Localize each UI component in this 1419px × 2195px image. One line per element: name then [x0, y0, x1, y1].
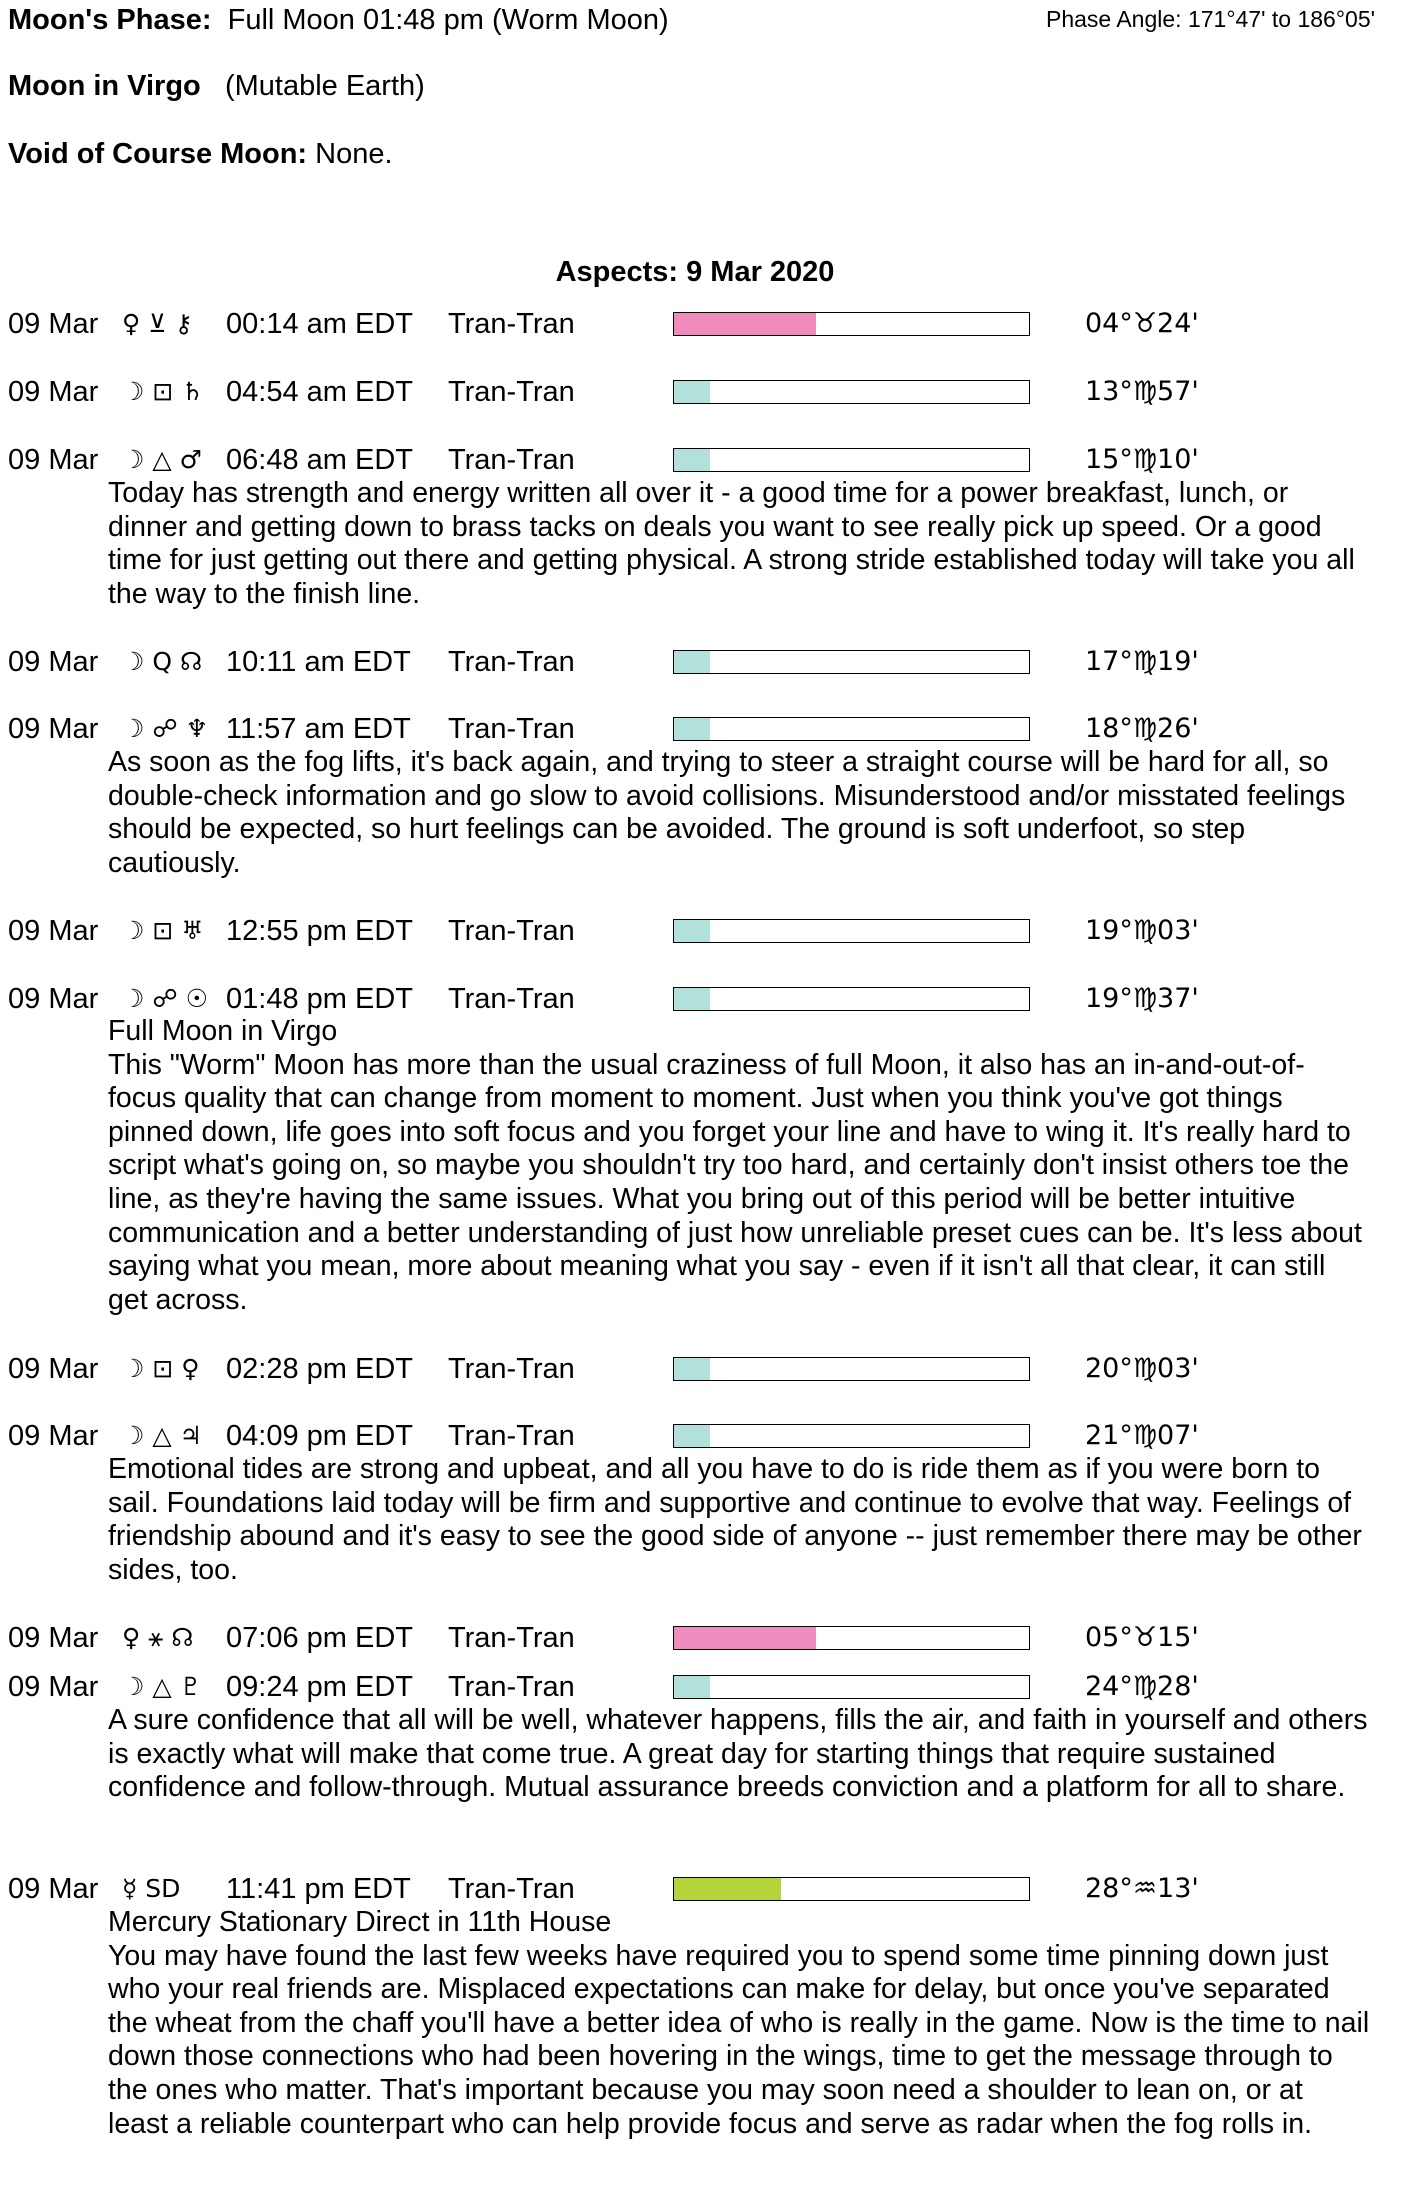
strength-bar-fill: [674, 651, 710, 673]
moon-sign-label: Moon in Virgo: [8, 70, 201, 102]
aspect-time: 12:55 pm EDT: [226, 915, 413, 947]
aspect-date: 09 Mar: [8, 1671, 99, 1703]
aspect-date: 09 Mar: [8, 444, 99, 476]
strength-bar: [673, 448, 1030, 472]
strength-bar: [673, 312, 1030, 336]
aspect-time: 01:48 pm EDT: [226, 983, 413, 1015]
aspect-interpretation: [108, 1015, 1370, 1317]
aspect-row: [8, 1871, 1408, 1907]
strength-bar: [673, 650, 1030, 674]
aspect-row: [8, 1620, 1408, 1656]
aspect-interpretation: [108, 477, 1370, 611]
aspect-row: [8, 711, 1408, 747]
aspect-time: 09:24 pm EDT: [226, 1671, 413, 1703]
aspect-row: [8, 981, 1408, 1017]
strength-bar-fill: [674, 920, 710, 942]
aspect-symbols: ☿ SD: [122, 1874, 181, 1903]
aspect-time: 07:06 pm EDT: [226, 1622, 413, 1654]
aspect-interpretation: [108, 746, 1370, 880]
void-value: None.: [315, 138, 393, 170]
void-of-course: [8, 138, 393, 171]
aspect-symbols: ☽ ☍ ☉: [122, 984, 209, 1013]
aspect-symbols: ☽ Q ☊: [122, 647, 203, 676]
strength-bar-fill: [674, 1878, 781, 1900]
strength-bar: [673, 717, 1030, 741]
aspect-position: 04°♉24': [1085, 308, 1199, 339]
aspect-type: Tran-Tran: [448, 983, 575, 1015]
void-label: Void of Course Moon:: [8, 138, 308, 170]
aspect-symbols: ☽ △ ♃: [122, 1421, 202, 1450]
aspect-type: Tran-Tran: [448, 1671, 575, 1703]
strength-bar: [673, 1424, 1030, 1448]
aspect-symbols: ☽ ⊡ ♅: [122, 916, 204, 945]
interpretation-paragraph: Full Moon in Virgo: [108, 1015, 338, 1047]
strength-bar: [673, 1357, 1030, 1381]
aspect-interpretation: [108, 1453, 1370, 1587]
aspect-interpretation: [108, 1704, 1370, 1805]
phase-angle: Phase Angle: 171°47' to 186°05': [1046, 6, 1375, 32]
aspect-symbols: ☽ ☍ ♆: [122, 714, 209, 743]
strength-bar-fill: [674, 1676, 710, 1698]
aspect-type: Tran-Tran: [448, 308, 575, 340]
aspect-type: Tran-Tran: [448, 1420, 575, 1452]
interpretation-paragraph: As soon as the fog lifts, it's back again, and trying to steer a straight course will be hard for all, so double-check information and go slow to avoid collisions. Misunderstood and/or misstated feelings should be expected, so hurt feelings can be avoided. The ground is soft underfoot, so step cautiously.: [108, 746, 1346, 879]
aspect-row: [8, 644, 1408, 680]
aspect-position: 15°♍10': [1085, 444, 1199, 475]
aspect-type: Tran-Tran: [448, 1622, 575, 1654]
aspect-date: 09 Mar: [8, 983, 99, 1015]
moon-sign-value: (Mutable Earth): [224, 70, 425, 102]
interpretation-paragraph: Mercury Stationary Direct in 11th House: [108, 1906, 612, 1938]
aspect-symbols: ☽ △ ♂: [122, 445, 202, 474]
aspect-type: Tran-Tran: [448, 444, 575, 476]
aspect-row: [8, 1351, 1408, 1387]
aspect-row: [8, 374, 1408, 410]
interpretation-paragraph: This "Worm" Moon has more than the usual craziness of full Moon, it also has an in-and-out-of-focus quality that can change from moment to moment. Just when you think you've got things pinned down, life goes into soft focus and you forget your line and have to wing it. It's really hard to script what's going on, so maybe you shouldn't try too hard, and certainly don't insist others toe the line, as they're having the same issues. What you bring out of this period will be better intuitive communication and a better understanding of just how unreliable preset cues can be. It's less about saying what you mean, more about meaning what you say - even if it isn't all that clear, it can still get across.: [108, 1048, 1362, 1316]
strength-bar: [673, 987, 1030, 1011]
aspect-position: 13°♍57': [1085, 376, 1199, 407]
strength-bar-fill: [674, 1358, 710, 1380]
aspect-date: 09 Mar: [8, 1353, 99, 1385]
aspect-type: Tran-Tran: [448, 1353, 575, 1385]
strength-bar-fill: [674, 718, 710, 740]
aspect-row: [8, 442, 1408, 478]
strength-bar-fill: [674, 988, 710, 1010]
interpretation-paragraph: Emotional tides are strong and upbeat, and all you have to do is ride them as if you were born to sail. Foundations laid today will be firm and supportive and continue to evolve that way. Feelings of friendship abound and it's easy to see the good side of anyone -- just remember there may be other sides, too.: [108, 1453, 1362, 1586]
aspect-time: 06:48 am EDT: [226, 444, 413, 476]
aspect-date: 09 Mar: [8, 1420, 99, 1452]
strength-bar: [673, 919, 1030, 943]
aspect-date: 09 Mar: [8, 1873, 99, 1905]
aspect-time: 04:09 pm EDT: [226, 1420, 413, 1452]
aspect-row: [8, 1669, 1408, 1705]
strength-bar-fill: [674, 449, 710, 471]
aspect-symbols: ♀ ⚹ ☊: [122, 1623, 194, 1652]
aspect-symbols: ☽ ⊡ ♄: [122, 377, 204, 406]
strength-bar-fill: [674, 1627, 816, 1649]
aspect-type: Tran-Tran: [448, 713, 575, 745]
interpretation-paragraph: Today has strength and energy written all over it - a good time for a power breakfast, lunch, or dinner and getting down to brass tacks on deals you want to see really pick up speed. Or a good time for just getting out there and getting physical. A strong stride established today will take you all the way to the finish line.: [108, 477, 1355, 610]
interpretation-paragraph: A sure confidence that all will be well, whatever happens, fills the air, and faith in yourself and others is exactly what will make that come true. A great day for starting things that require sustained confidence and follow-through. Mutual assurance breeds conviction and a platform for all to share.: [108, 1704, 1368, 1804]
aspect-row: [8, 1418, 1408, 1454]
aspect-symbols: ☽ ⊡ ♀: [122, 1354, 200, 1383]
aspect-position: 28°♒13': [1085, 1873, 1199, 1904]
moon-phase-value: Full Moon 01:48 pm (Worm Moon): [227, 4, 669, 36]
aspect-type: Tran-Tran: [448, 915, 575, 947]
aspect-position: 21°♍07': [1085, 1420, 1199, 1451]
aspect-time: 11:41 pm EDT: [226, 1873, 411, 1905]
aspect-time: 04:54 am EDT: [226, 376, 413, 408]
aspect-position: 24°♍28': [1085, 1671, 1199, 1702]
strength-bar-fill: [674, 1425, 710, 1447]
aspect-date: 09 Mar: [8, 308, 99, 340]
aspect-type: Tran-Tran: [448, 1873, 575, 1905]
aspect-row: [8, 306, 1408, 342]
aspect-type: Tran-Tran: [448, 646, 575, 678]
aspect-date: 09 Mar: [8, 713, 99, 745]
interpretation-paragraph: You may have found the last few weeks have required you to spend some time pinning down just who your real friends are. Misplaced expectations can make for delay, but once you've separated the wheat from the chaff you'll have a better idea of who is really in the game. Now is the time to nail down those connections who had been hovering in the wings, time to get the message through to the ones who matter. That's important because you may soon need a shoulder to lean on, or at least a reliable counterpart who can help provide focus and serve as radar when the fog rolls in.: [108, 1939, 1370, 2140]
aspect-date: 09 Mar: [8, 1622, 99, 1654]
moon-phase: [8, 4, 669, 37]
strength-bar-fill: [674, 313, 816, 335]
aspect-interpretation: [108, 1906, 1370, 2141]
strength-bar: [673, 380, 1030, 404]
aspect-position: 20°♍03': [1085, 1353, 1199, 1384]
aspect-position: 19°♍37': [1085, 983, 1199, 1014]
aspect-date: 09 Mar: [8, 646, 99, 678]
aspect-row: [8, 913, 1408, 949]
aspect-position: 17°♍19': [1085, 646, 1199, 677]
aspect-date: 09 Mar: [8, 915, 99, 947]
aspects-title: Aspects: 9 Mar 2020: [555, 256, 835, 288]
aspect-time: 10:11 am EDT: [226, 646, 411, 678]
aspect-position: 19°♍03': [1085, 915, 1199, 946]
moon-phase-label: Moon's Phase:: [8, 4, 212, 36]
aspect-time: 00:14 am EDT: [226, 308, 413, 340]
aspect-date: 09 Mar: [8, 376, 99, 408]
moon-sign: [8, 70, 425, 103]
aspect-symbols: ♀ ⊻ ⚷: [122, 309, 193, 338]
strength-bar: [673, 1675, 1030, 1699]
aspect-position: 18°♍26': [1085, 713, 1199, 744]
strength-bar-fill: [674, 381, 710, 403]
strength-bar: [673, 1626, 1030, 1650]
aspect-time: 02:28 pm EDT: [226, 1353, 413, 1385]
aspect-symbols: ☽ △ ♇: [122, 1672, 202, 1701]
strength-bar: [673, 1877, 1030, 1901]
aspect-time: 11:57 am EDT: [226, 713, 411, 745]
aspect-type: Tran-Tran: [448, 376, 575, 408]
aspect-position: 05°♉15': [1085, 1622, 1199, 1653]
